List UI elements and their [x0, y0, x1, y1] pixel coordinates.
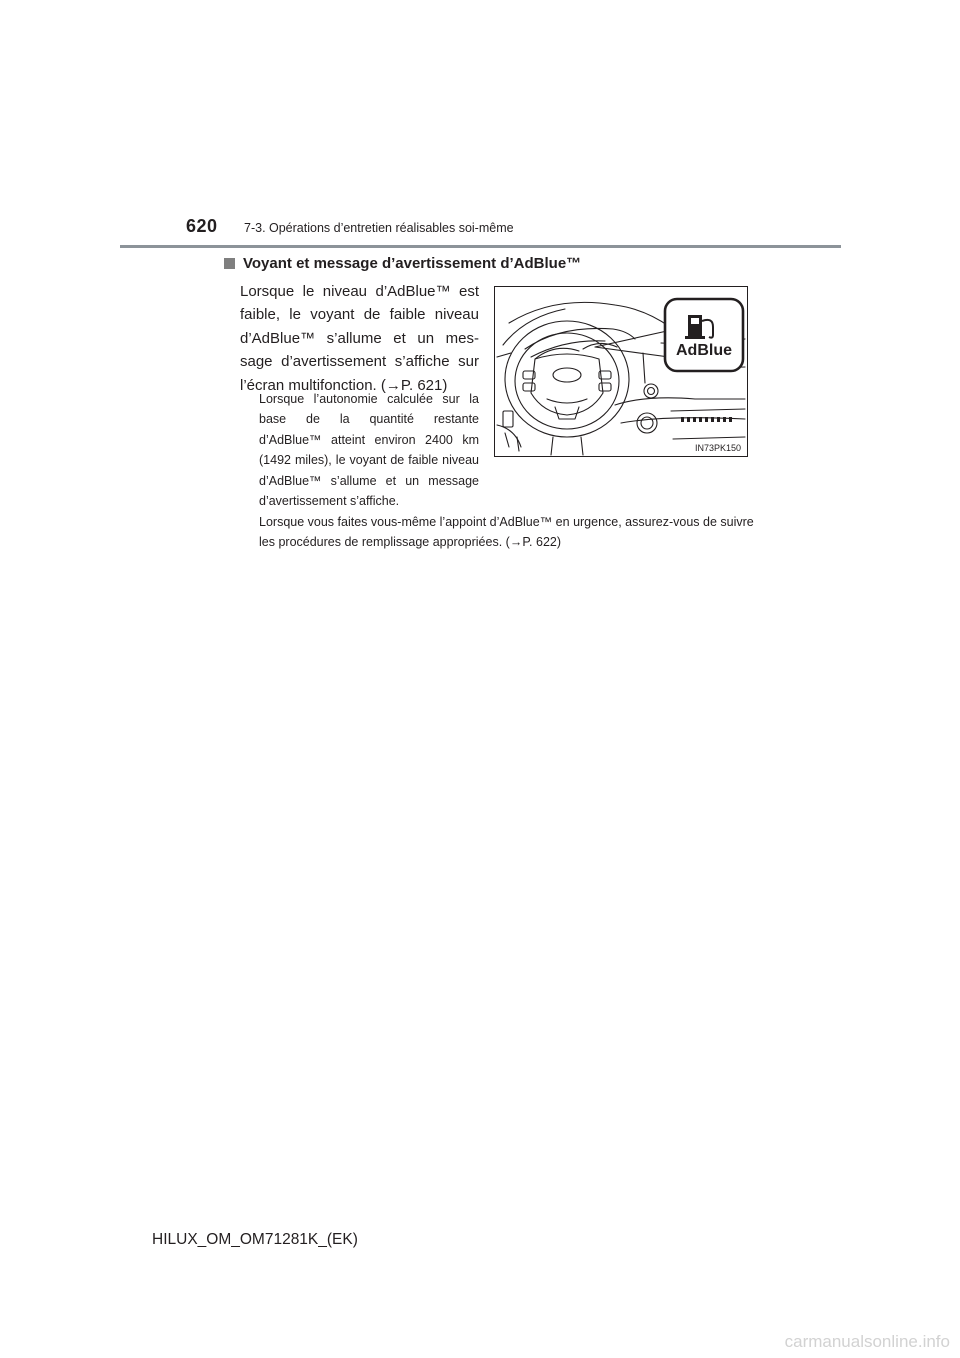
note-paragraph-refill	[259, 512, 759, 553]
header-divider	[120, 245, 841, 248]
dashboard-illustration	[494, 286, 748, 457]
main-paragraph-text: Lorsque le niveau d’AdBlue™ est faible, le voyant de faible niveau d’AdBlue™ s’allume et un mes-sage d’avertissement s’affiche sur l’écran multifonction. (	[240, 283, 479, 394]
heading-square-icon	[224, 258, 235, 269]
adblue-warning-label: AdBlue	[676, 342, 732, 359]
watermark: carmanualsonline.info	[784, 1332, 950, 1351]
note-refill-close: )	[556, 535, 562, 550]
chapter-title: 7-3. Opérations d’entretien réalisables soi-même	[244, 221, 514, 235]
main-paragraph-close: )	[442, 376, 448, 394]
page-number: 620	[186, 216, 218, 236]
note-paragraph: Lorsque l’autonomie calculée sur la base de la quantité restante d’AdBlue™ atteint environ 2400 km (1492 miles), le voyant de faible niveau d’AdBlue™ s’allume et un message d’avertissement s’affiche.	[259, 392, 479, 509]
footer-doc-id: HILUX_OM_OM71281K_(EK)	[152, 1231, 358, 1248]
page-reference-link[interactable]: →P. 621	[385, 376, 443, 394]
section-heading-text: Voyant et message d’avertissement d’AdBlue™	[243, 255, 582, 272]
page-reference-link-refill[interactable]: →P. 622	[509, 535, 557, 550]
section-heading	[224, 255, 581, 272]
figure-code: IN73PK150	[694, 443, 741, 453]
note-refill-text: Lorsque vous faites vous-même l’appoint d’AdBlue™ en urgence, assurez-vous de suivre les procédures de remplissage appropriées. (	[259, 515, 754, 550]
dashboard-drawing	[495, 287, 747, 456]
main-paragraph	[240, 280, 479, 397]
